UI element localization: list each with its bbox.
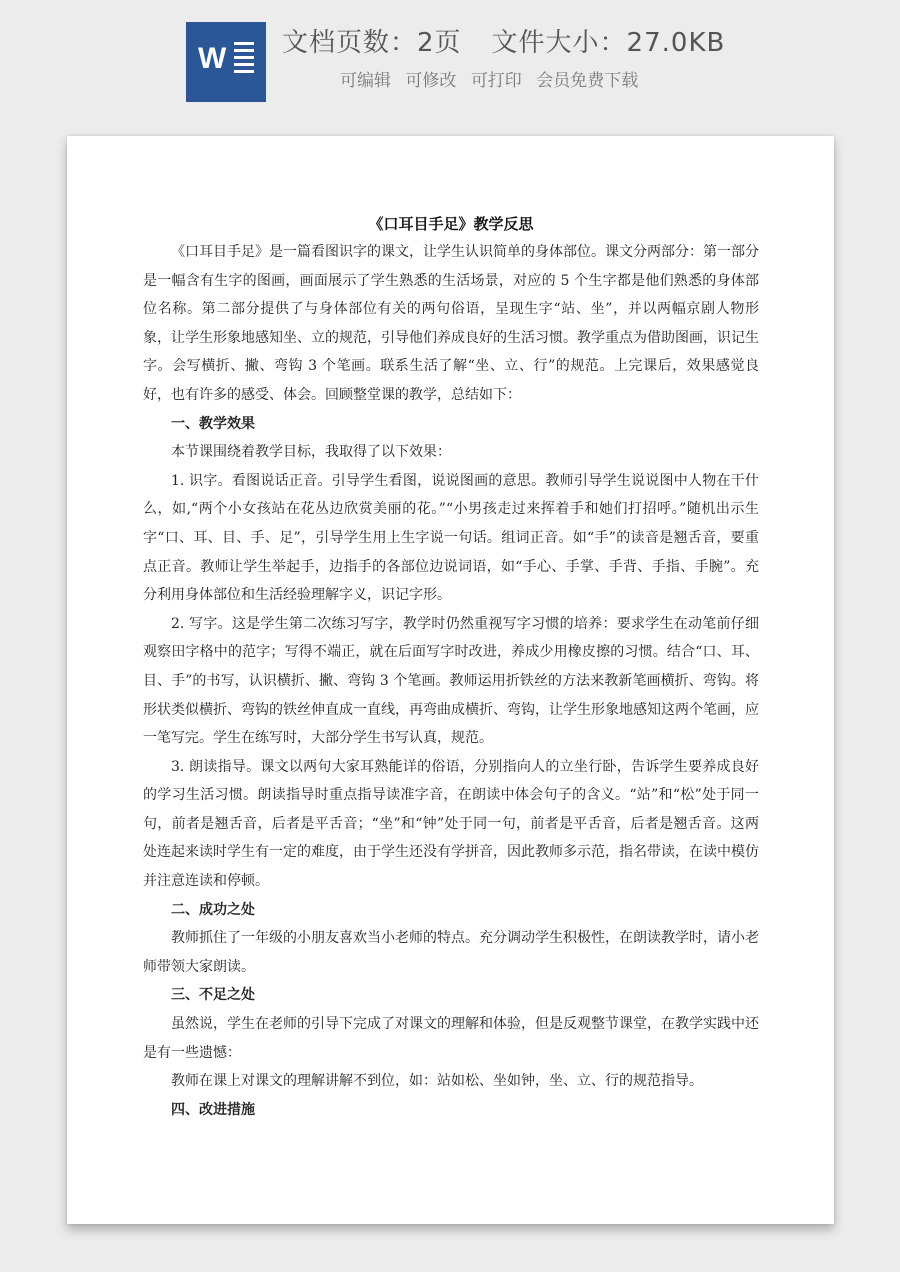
item-literacy-paragraph: 1. 识字。看图说话正音。引导学生看图，说说图画的意思。教师引导学生说说图中人物在干什么，如,“两个小女孩站在花丛边欣赏美丽的花。”“小男孩走过来挥着手和她们打招呼。”随机出示生字“口、耳、目、手、足”，引导学生用上生字说一句话。组词正音。如“手”的读音是翘舌音，要重点正音。教师让学生举起手，边指手的各部位边说词语，如“手心、手掌、手背、手指、手腕”。充分利用身体部位和生活经验理解字义，识记字形。	[143, 472, 759, 604]
word-document-icon	[186, 22, 266, 102]
shortcomings-paragraph-1: 虽然说，学生在老师的引导下完成了对课文的理解和体验，但是反观整节课堂，在教学实践中还是有一些遗憾：	[143, 1016, 759, 1061]
document-page	[67, 136, 834, 1224]
document-body	[143, 210, 759, 1124]
intro-paragraph: 《口耳目手足》是一篇看图识字的课文，让学生认识简单的身体部位。课文分两部分：第一部分是一幅含有生字的图画，画面展示了学生熟悉的生活场景，对应的 5 个生字都是他们熟悉的身体部位名称。第二部分提供了与身体部位有关的两句俗语，呈现生字“站、坐”，并以两幅京剧人物形象，让学生形象地感知坐、立的规范，引导他们养成良好的生活习惯。教学重点为借助图画，识记生字。会写横折、撇、弯钩 3 个笔画。联系生活了解“坐、立、行”的规范。上完课后，效果感觉良好，也有许多的感受、体会。回顾整堂课的教学，总结如下：	[143, 244, 759, 403]
page-count-text: 文档页数：2页	[282, 28, 462, 58]
document-lines-icon	[234, 42, 254, 77]
feature-modifiable: 可修改	[405, 71, 457, 91]
document-info-header	[0, 0, 900, 120]
file-size-text: 文件大小：27.0KB	[491, 28, 726, 58]
section-heading-shortcomings: 三、不足之处	[171, 987, 255, 1004]
item-writing-paragraph: 2. 写字。这是学生第二次练习写字，教学时仍然重视写字习惯的培养：要求学生在动笔前仔细观察田字格中的范字；写得不端正，就在后面写字时改进，养成少用橡皮擦的习惯。结合“口、耳、目、手”的书写，认识横折、撇、弯钩 3 个笔画。教师运用折铁丝的方法来教新笔画横折、弯钩。将形状类似横折、弯钩的铁丝伸直成一直线，再弯曲成横折、弯钩，让学生形象地感知这两个笔画，应一笔写完。学生在练写时，大部分学生书写认真，规范。	[143, 615, 759, 747]
feature-editable: 可编辑	[340, 71, 391, 91]
feature-printable: 可打印	[470, 71, 522, 91]
document-title: 《口耳目手足》教学反思	[368, 215, 534, 233]
item-reading-paragraph: 3. 朗读指导。课文以两句大家耳熟能详的俗语，分别指向人的立坐行卧，告诉学生要养成良好的学习生活习惯。朗读指导时重点指导读准字音，在朗读中体会句子的含义。“站”和“松”处于同一句，前者是翘舌音，后者是平舌音；“坐”和“钟”处于同一句，前者是平舌音，后者是翘舌音。这两处连起来读时学生有一定的难度，由于学生还没有学拼音，因此教师多示范，指名带读，在读中模仿并注意连读和停顿。	[143, 758, 759, 890]
word-logo-letter: W	[198, 42, 227, 75]
section-heading-improvement: 四、改进措施	[171, 1101, 255, 1118]
feature-member-download: 会员免费下载	[536, 71, 639, 91]
section-lead-paragraph: 本节课围绕着教学目标，我取得了以下效果：	[171, 444, 451, 461]
shortcomings-paragraph-2: 教师在课上对课文的理解讲解不到位，如：站如松、坐如钟，坐、立、行的规范指导。	[171, 1073, 703, 1090]
section-heading-teaching-effect: 一、教学效果	[171, 415, 255, 432]
document-meta-title	[282, 22, 725, 59]
document-features	[340, 66, 647, 91]
success-paragraph: 教师抓住了一年级的小朋友喜欢当小老师的特点。充分调动学生积极性，在朗读教学时，请小老师带领大家朗读。	[143, 930, 759, 975]
section-heading-success: 二、成功之处	[171, 901, 255, 918]
